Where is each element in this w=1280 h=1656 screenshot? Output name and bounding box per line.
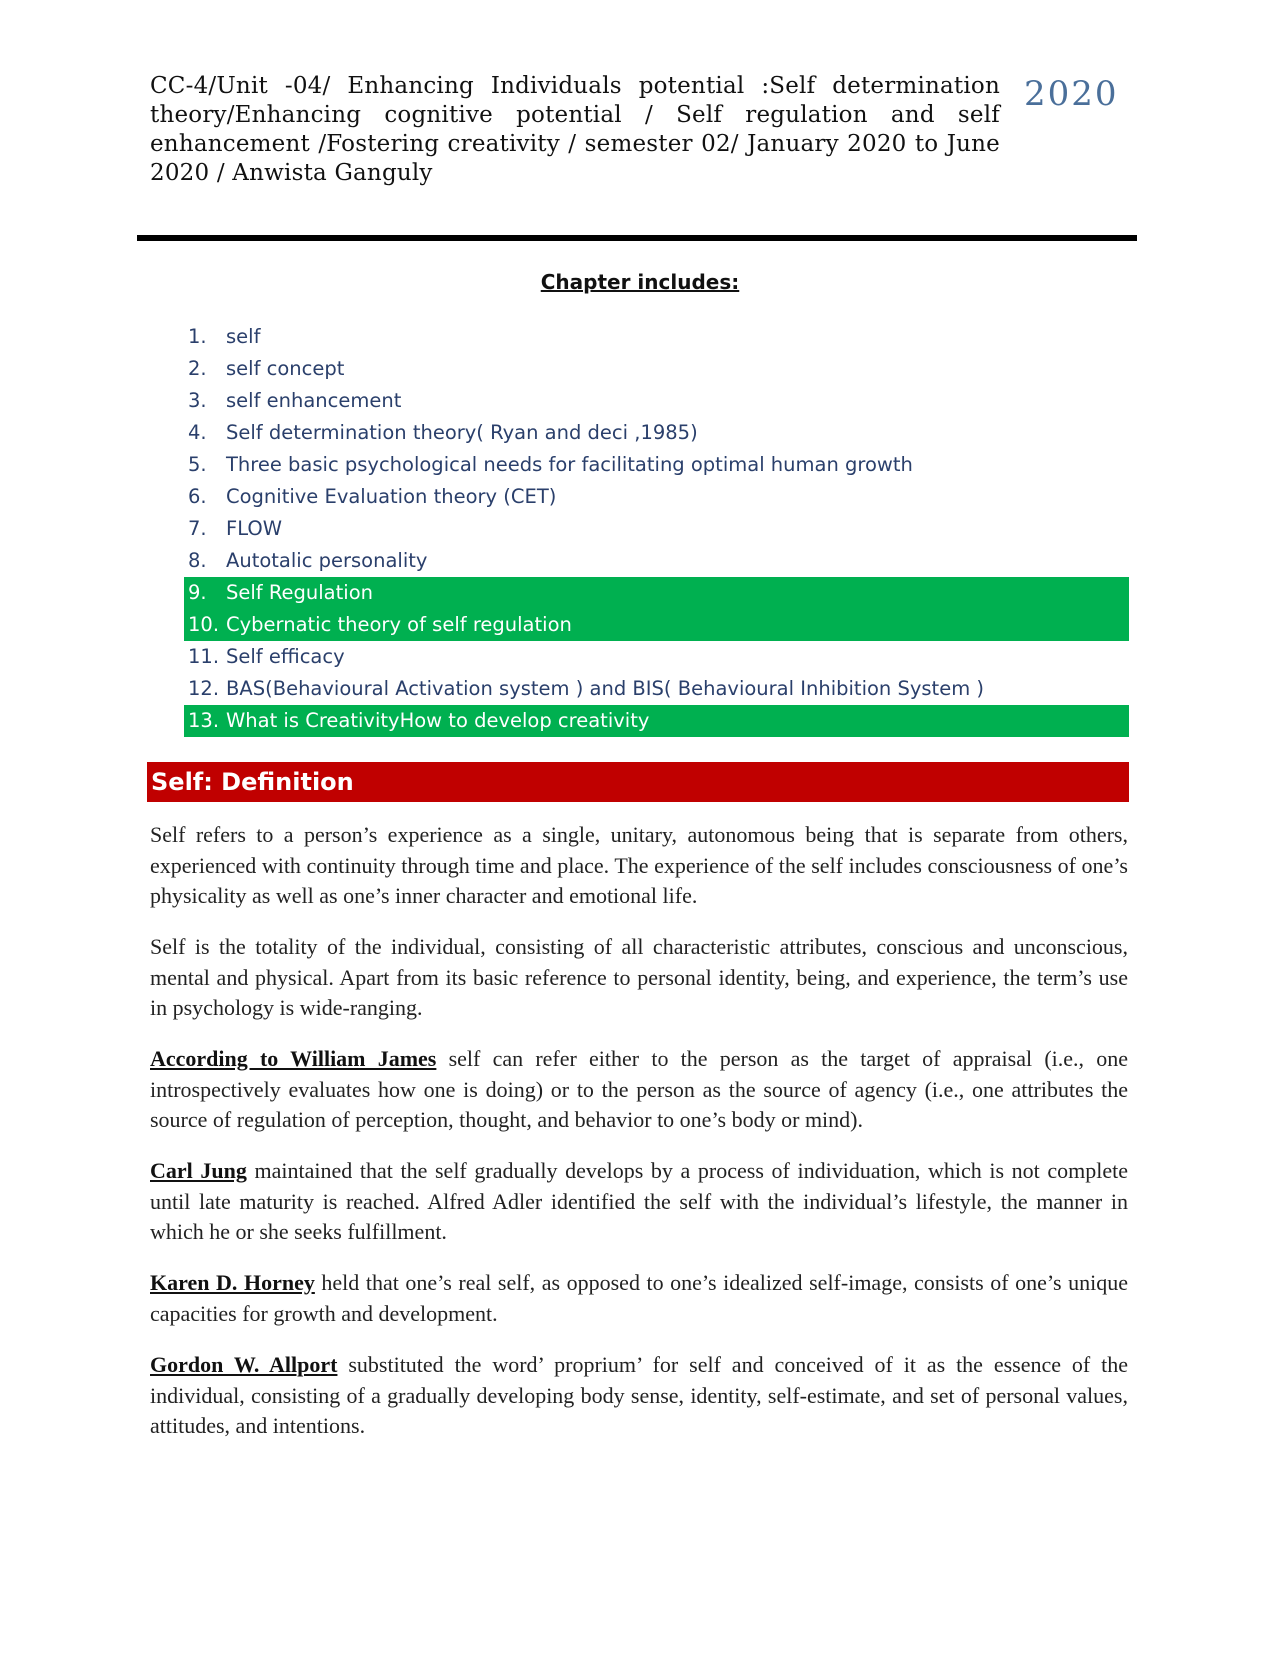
list-item-label: Autotalic personality [226, 549, 428, 572]
list-item-label: FLOW [226, 517, 283, 540]
list-item-label: Self determination theory( Ryan and deci ,1985) [226, 421, 698, 444]
list-item-label: Cybernatic theory of self regulation [226, 613, 572, 636]
list-item-label: self enhancement [226, 389, 402, 412]
list-item: 11. Self efficacy [184, 641, 1129, 673]
paragraph-william-james: According to William James self can refer either to the person as the target of appraisal (i.e., one introspectively evaluates how one is doing) or to the person as the source of agency (i.e., one attributes the source of regulation of perception, thought, and behavior to one’s body or mind). [150, 1046, 1128, 1132]
paragraph-self-definition: Self refers to a person’s experience as a single, unitary, autonomous being that is separate from others, experienced with continuity through time and place. The experience of the self includes consciousness of one’s physicality as well as one’s inner character and emotional life. [150, 822, 1128, 908]
lead-karen-horney: Karen D. Horney [150, 1270, 315, 1295]
list-item-label: Cognitive Evaluation theory (CET) [226, 485, 557, 508]
list-item-highlighted: 9. Self Regulation [184, 577, 1129, 609]
paragraph-karen-horney: Karen D. Horney held that one’s real self, as opposed to one’s idealized self-image, consists of one’s unique capacities for growth and development. [150, 1270, 1128, 1326]
list-item-label: What is CreativityHow to develop creativity [226, 709, 650, 732]
header-rule [137, 235, 1137, 241]
list-item-label: self [226, 325, 261, 348]
list-item-label: BAS(Behavioural Activation system ) and BIS( Behavioural Inhibition System ) [226, 677, 985, 700]
list-item: 1. self [184, 321, 1129, 353]
list-item: 4. Self determination theory( Ryan and deci ,1985) [184, 417, 1129, 449]
list-item-label: Three basic psychological needs for facilitating optimal human growth [226, 453, 913, 476]
chapter-list [184, 321, 1129, 737]
section-heading: Self: Definition [147, 762, 1129, 802]
list-item: 6. Cognitive Evaluation theory (CET) [184, 481, 1129, 513]
paragraph-self-totality: Self is the totality of the individual, consisting of all characteristic attributes, conscious and unconscious, mental and physical. Apart from its basic reference to personal identity, being, and experience, the term’s use in psychology is wide-ranging. [150, 934, 1128, 1020]
lead-william-james: According to William James [150, 1046, 437, 1071]
list-item-highlighted: 10. Cybernatic theory of self regulation [184, 609, 1129, 641]
list-item: 8. Autotalic personality [184, 545, 1129, 577]
list-item: 5. Three basic psychological needs for facilitating optimal human growth [184, 449, 1129, 481]
list-item-label: Self efficacy [226, 645, 345, 668]
list-item-label: self concept [226, 357, 345, 380]
paragraph-gordon-allport: Gordon W. Allport substituted the word’ proprium’ for self and conceived of it as the essence of the individual, consisting of a gradually developing body sense, identity, self-estimate, and set of personal values, attitudes, and intentions. [150, 1352, 1129, 1438]
list-item-label: Self Regulation [226, 581, 373, 604]
list-item-highlighted: 13. What is CreativityHow to develop creativity [184, 705, 1129, 737]
list-item: 2. self concept [184, 353, 1129, 385]
header-year: 2020 [1024, 74, 1119, 114]
document-header: CC-4/Unit -04/ Enhancing Individuals potential :Self determination theory/Enhancing cognitive potential / Self regulation and self enhancement /Fostering creativity / semester 02/ January 2020 to June 2020 / Anwista Ganguly [150, 73, 1000, 186]
lead-gordon-allport: Gordon W. Allport [150, 1352, 338, 1377]
chapter-heading: Chapter includes: [540, 270, 740, 294]
lead-carl-jung: Carl Jung [150, 1158, 247, 1183]
list-item: 7. FLOW [184, 513, 1129, 545]
list-item: 12. BAS(Behavioural Activation system ) and BIS( Behavioural Inhibition System ) [184, 673, 1129, 705]
list-item: 3. self enhancement [184, 385, 1129, 417]
paragraph-carl-jung: Carl Jung maintained that the self gradually develops by a process of individuation, which is not complete until late maturity is reached. Alfred Adler identified the self with the individual’s lifestyle, the manner in which he or she seeks fulfillment. [150, 1158, 1128, 1244]
